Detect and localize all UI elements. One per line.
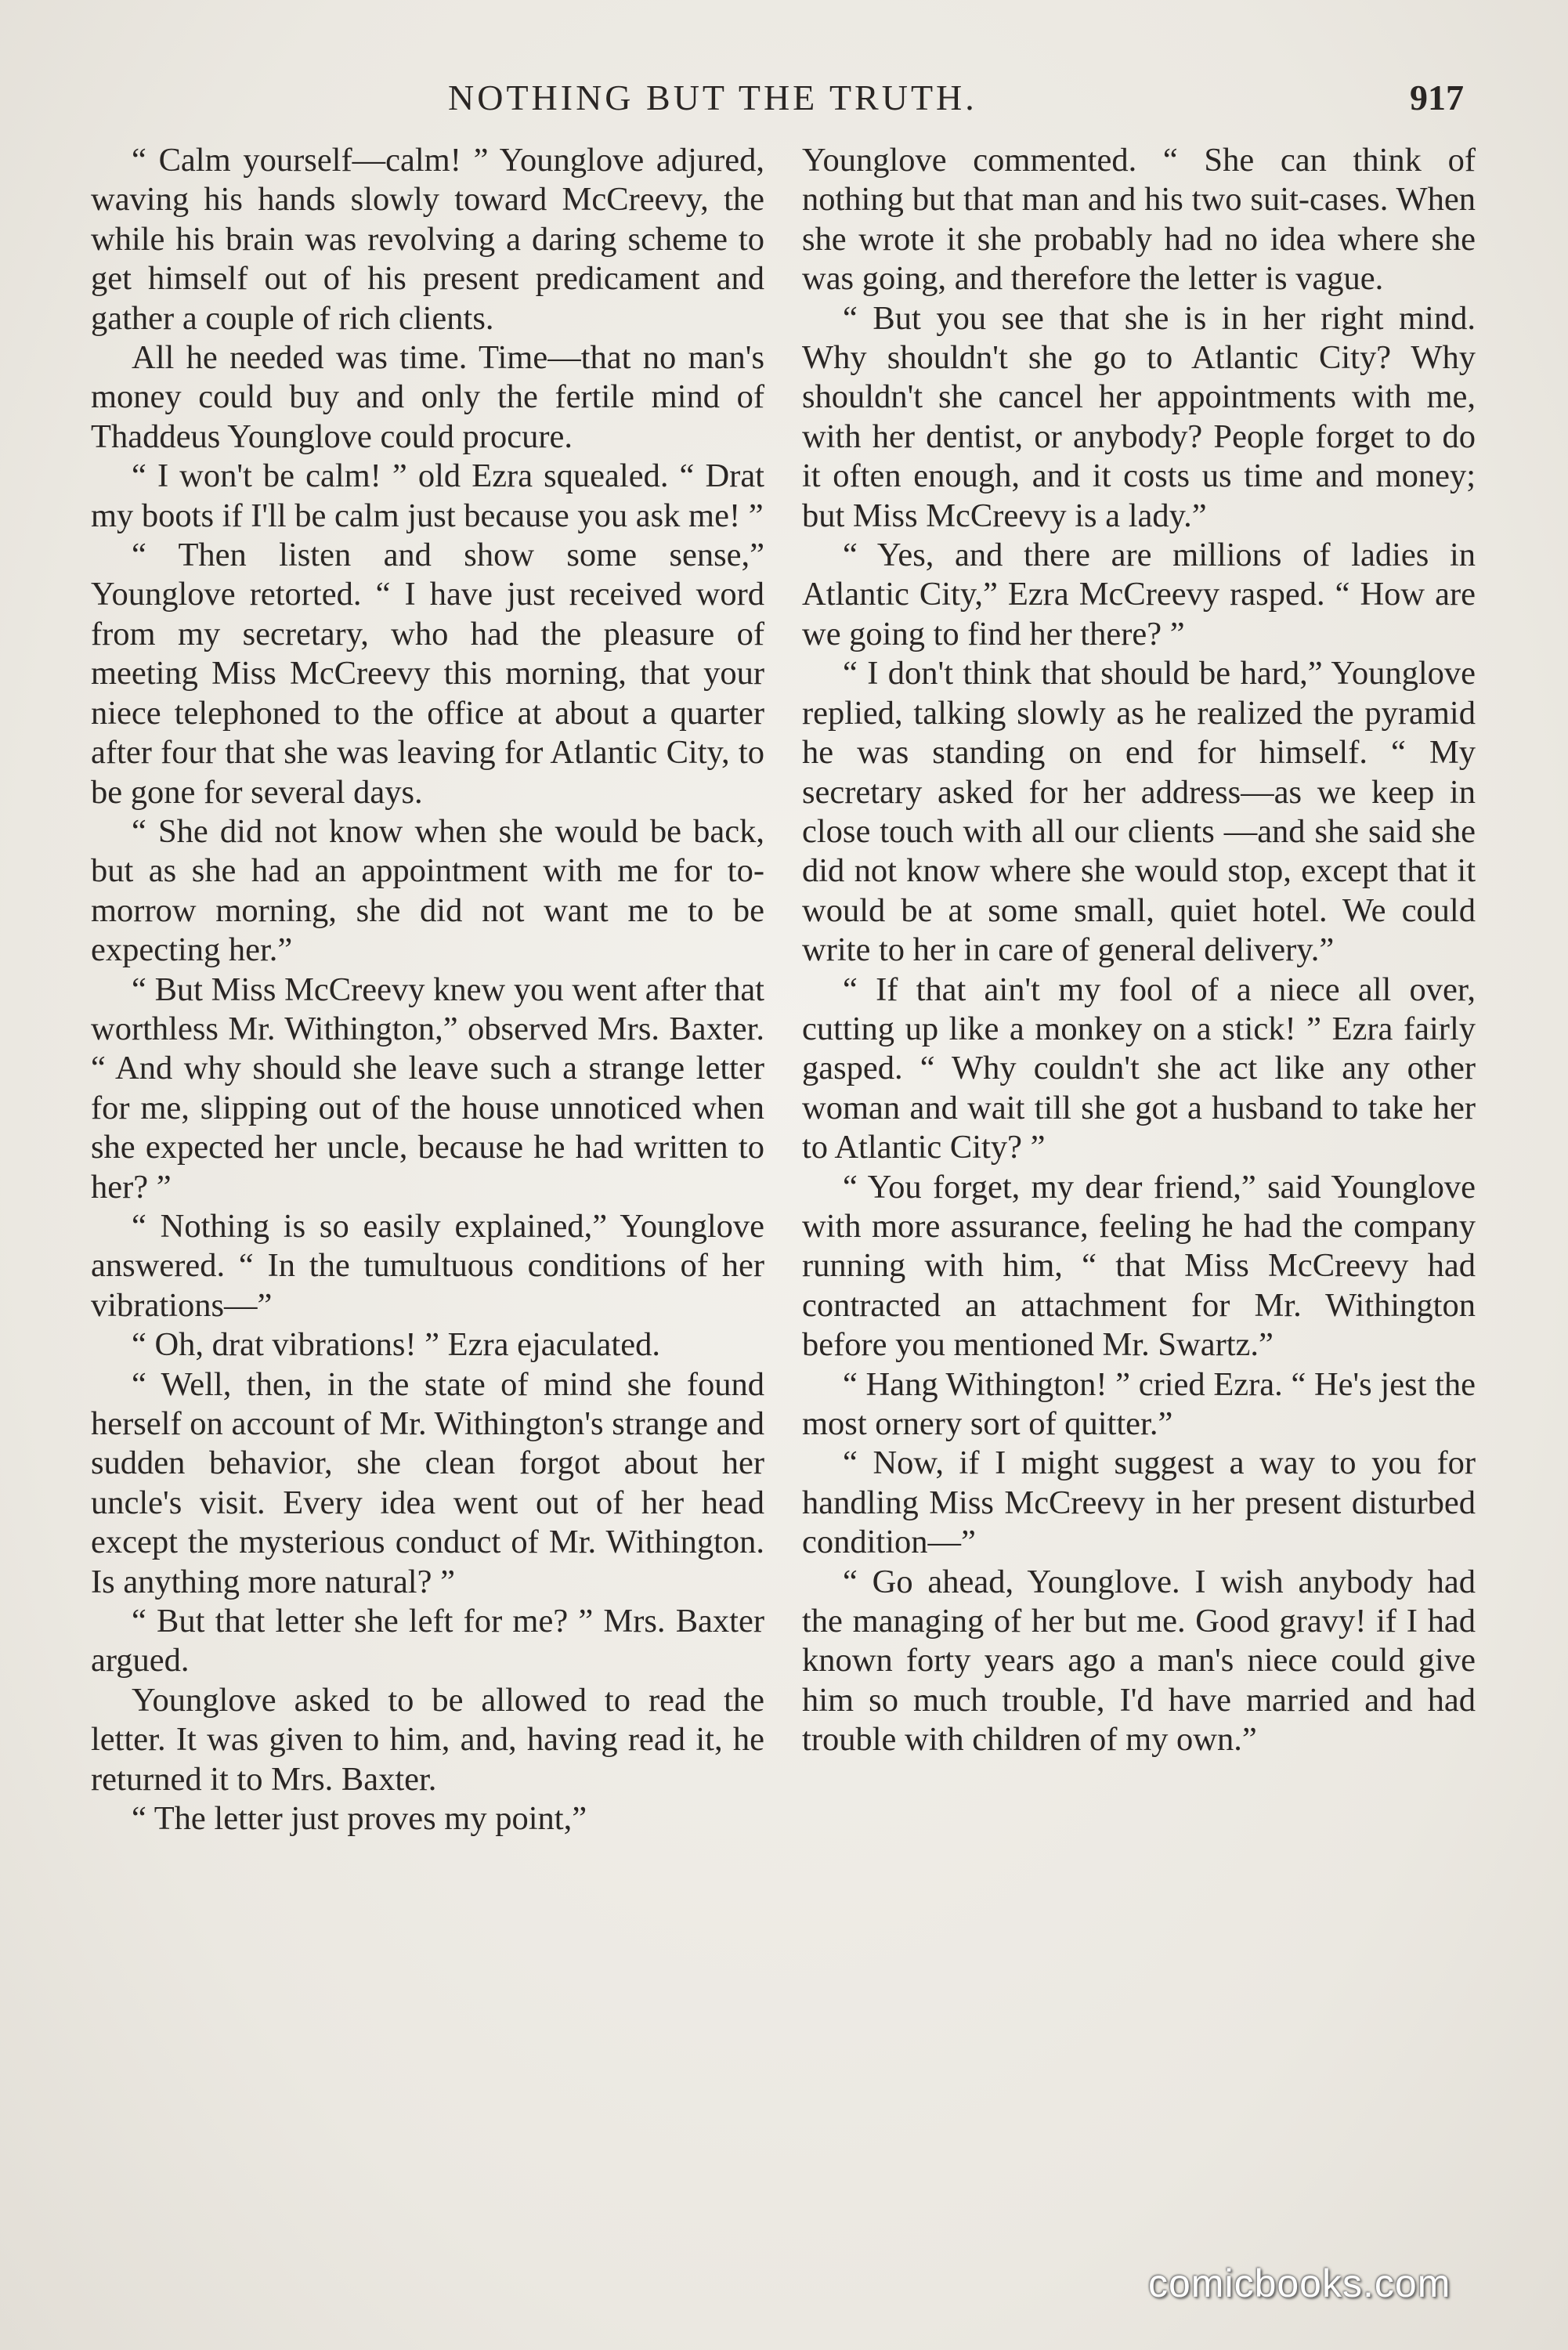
- paragraph: “ Go ahead, Younglove. I wish anybody had the managing of her but me. Good gravy! if I had known forty years ago a man's niece could give him so much trouble, I'd have married and had trouble with children of my own.”: [802, 1563, 1476, 1759]
- paragraph: All he needed was time. Time—that no man's money could buy and only the fertile mind of Thaddeus Younglove could procure.: [91, 339, 764, 455]
- paragraph: “ Oh, drat vibrations! ” Ezra ejaculated.: [132, 1326, 660, 1364]
- paragraph: “ Now, if I might suggest a way to you for handling Miss McCreevy in her present disturbed condition—”: [802, 1444, 1476, 1561]
- right-column: [802, 141, 1476, 1760]
- paragraph: Younglove asked to be allowed to read the letter. It was given to him, and, having read it, he returned it to Mrs. Baxter.: [91, 1681, 764, 1798]
- paragraph: “ Nothing is so easily explained,” Younglove answered. “ In the tumultuous conditions of her vibrations—”: [91, 1207, 764, 1324]
- paragraph: “ Then listen and show some sense,” Younglove retorted. “ I have just received word from my secretary, who had the pleasure of meeting Miss McCreevy this morning, that your niece telephoned to the office at about a quarter after four that she was leaving for Atlantic City, to be gone for several days.: [91, 537, 764, 811]
- left-column: [91, 141, 764, 1838]
- paragraph: “ I won't be calm! ” old Ezra squealed. “ Drat my boots if I'll be calm just because you ask me! ”: [91, 457, 764, 534]
- paragraph-continued: Younglove commented. “ She can think of nothing but that man and his two suit-cases. When she wrote it she probably had no idea where she was going, and therefore the letter is vague.: [802, 142, 1476, 298]
- running-head: [0, 77, 1568, 132]
- paragraph: “ Yes, and there are millions of ladies in Atlantic City,” Ezra McCreevy rasped. “ How are we going to find her there? ”: [802, 537, 1476, 653]
- paragraph: “ Calm yourself—calm! ” Younglove adjured, waving his hands slowly toward McCreevy, the while his brain was revolving a daring scheme to get himself out of his present predicament and gather a couple of rich clients.: [91, 142, 764, 337]
- paragraph: “ You forget, my dear friend,” said Younglove with more assurance, feeling he had the company running with him, “ that Miss McCreevy had contracted an attachment for Mr. Withington before you mentioned Mr. Swartz.”: [802, 1168, 1476, 1364]
- paragraph: “ But Miss McCreevy knew you went after that worthless Mr. Withington,” observed Mrs. Baxter. “ And why should she leave such a strange letter for me, slipping out of the house unnoticed when she expected her uncle, because he had written to her? ”: [91, 971, 764, 1206]
- running-title: NOTHING BUT THE TRUTH.: [448, 78, 977, 118]
- paragraph: “ But that letter she left for me? ” Mrs. Baxter argued.: [91, 1603, 764, 1679]
- watermark-logo: comicbooks.com: [1148, 2261, 1451, 2305]
- paragraph: “ She did not know when she would be back, but as she had an appointment with me for to-morrow morning, she did not want me to be expecting her.”: [91, 812, 764, 969]
- paragraph: “ The letter just proves my point,”: [132, 1800, 587, 1838]
- paragraph: “ Hang Withington! ” cried Ezra. “ He's jest the most ornery sort of quitter.”: [802, 1365, 1476, 1442]
- page-number: 917: [1410, 78, 1464, 118]
- paragraph: “ If that ain't my fool of a niece all over, cutting up like a monkey on a stick! ” Ezra fairly gasped. “ Why couldn't she act like any other woman and wait till she got a husband to take her to Atlantic City? ”: [802, 971, 1476, 1166]
- paragraph: “ Well, then, in the state of mind she found herself on account of Mr. Withington's strange and sudden behavior, she clean forgot about her uncle's visit. Every idea went out of her head except the mysterious conduct of Mr. Withington. Is anything more natural? ”: [91, 1365, 764, 1600]
- paragraph: “ But you see that she is in her right mind. Why shouldn't she go to Atlantic City? Why shouldn't she cancel her appointments with me, with her dentist, or anybody? People forget to do it often enough, and it costs us time and money; but Miss McCreevy is a lady.”: [802, 299, 1476, 534]
- paragraph: “ I don't think that should be hard,” Younglove replied, talking slowly as he realized the pyramid he was standing on end for himself. “ My secretary asked for her address—as we keep in close touch with all our clients —and she said she did not know where she would stop, except that it would be at some small, quiet hotel. We could write to her in care of general delivery.”: [802, 655, 1476, 969]
